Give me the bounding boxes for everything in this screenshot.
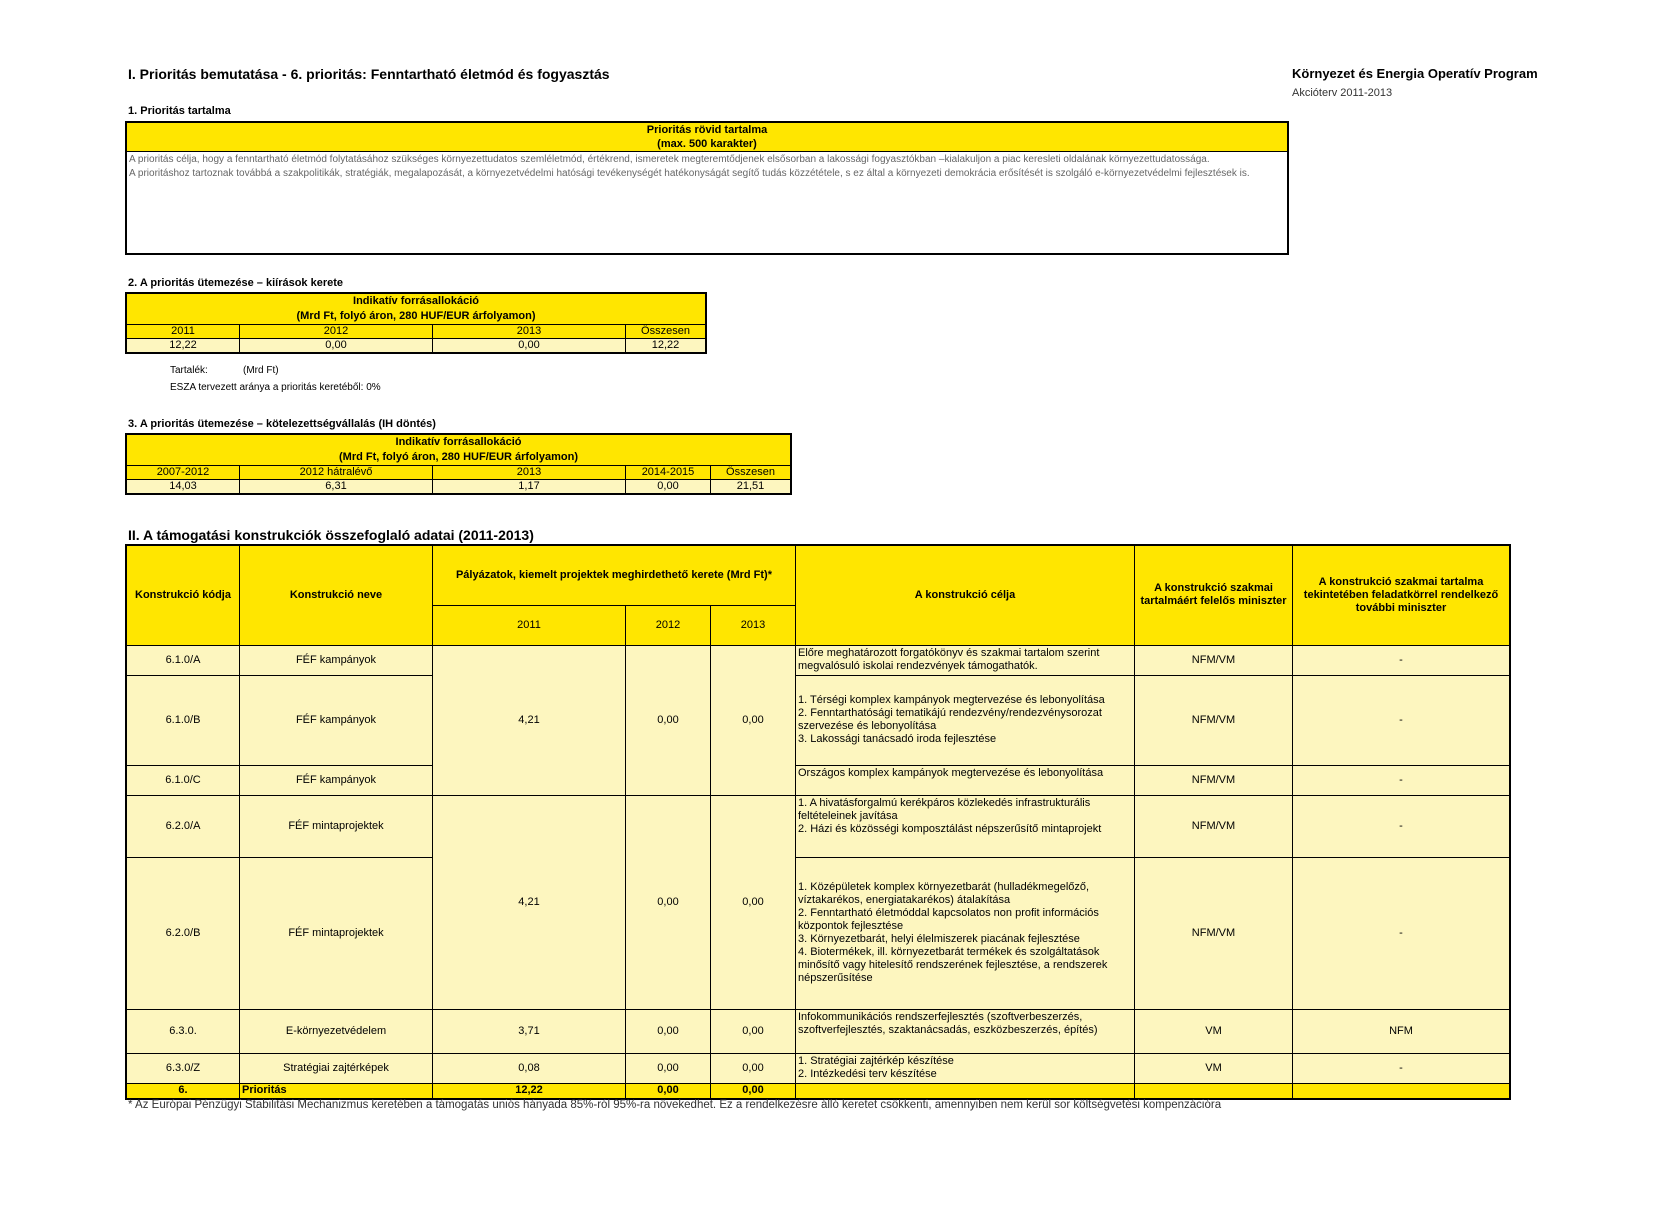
row-other-minister: -	[1293, 1053, 1511, 1083]
table-row	[126, 1053, 1510, 1083]
total-y2012: 0,00	[626, 1083, 711, 1099]
priority-content-para1: A prioritás célja, hogy a fenntartható életmód folytatásához szükséges környezettudatos szemléletmód, értékrend, ismeretek megteremtődjenek elsősorban a lakossági fogyasztókban –kialakuljon a piac keresleti oldalának környezettudatossága.	[129, 154, 1210, 165]
total-name: Prioritás	[240, 1083, 433, 1099]
row-code: 6.1.0/A	[126, 645, 240, 675]
commit-title-cell	[126, 434, 791, 466]
alloc-col-header: 2013	[433, 325, 626, 339]
row-name: FÉF kampányok	[240, 765, 433, 795]
group2-y2011: 4,21	[433, 795, 626, 1009]
th-year: 2012	[626, 605, 711, 645]
row-goal: Országos komplex kampányok megtervezése és lebonyolítása	[796, 765, 1135, 795]
row-name: FÉF mintaprojektek	[240, 857, 433, 1009]
priority-content-header	[127, 123, 1287, 152]
row-goal: 1. A hivatásforgalmú kerékpáros közlekedés infrastrukturális feltételeinek javítása 2. Házi és közösségi komposztálást népszerűsítő mintaprojekt	[796, 795, 1135, 857]
th-frame: Pályázatok, kiemelt projektek meghirdethető kerete (Mrd Ft)*	[433, 545, 796, 605]
priority-content-para2: A prioritáshoz tartoznak továbbá a szakpolitikák, stratégiák, megalapozását, a környezetvédelmi hatósági tevékenységét hatékonyságát segítő tudás közzététele, s ez által a környezeti demokrácia erősítését is szolgáló e-környezetvédelmi fejlesztések is.	[129, 168, 1250, 179]
row-code: 6.2.0/B	[126, 857, 240, 1009]
row-y2011: 3,71	[433, 1009, 626, 1053]
table-row	[126, 795, 1510, 857]
row-y2012: 0,00	[626, 1053, 711, 1083]
priority-content-title: Prioritás rövid tartalma	[646, 124, 768, 136]
group1-y2011: 4,21	[433, 645, 626, 795]
reserve-unit: (Mrd Ft)	[243, 365, 279, 376]
table-row	[126, 765, 1510, 795]
constructions-table	[125, 544, 1511, 1100]
commit-col-header: Összesen	[711, 466, 792, 480]
row-other-minister: NFM	[1293, 1009, 1511, 1053]
section2-heading: 2. A prioritás ütemezése – kiírások kerete	[128, 277, 344, 289]
page-title: I. Prioritás bemutatása - 6. prioritás: Fenntartható életmód és fogyasztás	[128, 66, 610, 82]
row-code: 6.1.0/C	[126, 765, 240, 795]
row-minister: NFM/VM	[1135, 645, 1293, 675]
row-minister: VM	[1135, 1053, 1293, 1083]
row-other-minister: -	[1293, 675, 1511, 765]
footnote: * Az Európai Pénzügyi Stabilitási Mechanizmus keretében a támogatás uniós hányada 85%-ról 95%-ra növekedhet. Ez a rendelkezésre álló keretet csökkenti, amennyiben nem kerül sor költségvetési kompenzációra	[128, 1099, 1222, 1111]
row-code: 6.1.0/B	[126, 675, 240, 765]
row-other-minister: -	[1293, 795, 1511, 857]
alloc-title: Indikatív forrásallokáció	[353, 295, 479, 307]
row-code: 6.3.0/Z	[126, 1053, 240, 1083]
esza-ratio: ESZA tervezett aránya a prioritás keretéből: 0%	[170, 382, 381, 393]
commit-col-header: 2007-2012	[126, 466, 240, 480]
group1-y2013: 0,00	[711, 645, 796, 795]
th-other-minister: A konstrukció szakmai tartalma tekintetében feladatkörrel rendelkező további miniszter	[1293, 545, 1511, 645]
alloc-value: 12,22	[126, 339, 240, 354]
row-goal: 1. Középületek komplex környezetbarát (hulladékmegelőző, víztakarékos, energiatakarékos) átalakítása 2. Fenntartható életmóddal kapcsolatos non profit információs központok fejlesztése 3. Környezetbarát, helyi élelmiszerek piacának fejlesztése 4. Biotermékek, ill. környezetbarát termékek és szolgáltatások minősítő vagy hitelesítő rendszerének fejlesztése, a rendszerek népszerűsítése	[796, 857, 1135, 1009]
row-minister: NFM/VM	[1135, 857, 1293, 1009]
th-year: 2011	[433, 605, 626, 645]
row-y2011: 0,08	[433, 1053, 626, 1083]
row-name: FÉF kampányok	[240, 645, 433, 675]
alloc-col-header: 2012	[240, 325, 433, 339]
total-y2011: 12,22	[433, 1083, 626, 1099]
priority-content-body	[127, 152, 1287, 182]
total-row	[126, 1083, 1510, 1099]
alloc-subtitle: (Mrd Ft, folyó áron, 280 HUF/EUR árfolyamon)	[296, 310, 536, 322]
row-minister: VM	[1135, 1009, 1293, 1053]
th-year: 2013	[711, 605, 796, 645]
total-other-minister-empty	[1293, 1083, 1511, 1099]
commit-col-header: 2014-2015	[626, 466, 711, 480]
section3-heading: 3. A prioritás ütemezése – kötelezettségvállalás (IH döntés)	[128, 418, 436, 430]
commit-col-header: 2013	[433, 466, 626, 480]
commit-title: Indikatív forrásallokáció	[395, 436, 522, 448]
th-code: Konstrukció kódja	[126, 545, 240, 645]
section1-heading: 1. Prioritás tartalma	[128, 105, 231, 117]
row-name: FÉF kampányok	[240, 675, 433, 765]
alloc-value: 0,00	[433, 339, 626, 354]
reserve-label: Tartalék:	[170, 365, 208, 376]
th-goal: A konstrukció célja	[796, 545, 1135, 645]
row-code: 6.2.0/A	[126, 795, 240, 857]
action-plan-label: Akcióterv 2011-2013	[1292, 87, 1393, 99]
table-row	[126, 857, 1510, 1009]
th-name: Konstrukció neve	[240, 545, 433, 645]
row-other-minister: -	[1293, 765, 1511, 795]
row-name: FÉF mintaprojektek	[240, 795, 433, 857]
group2-y2013: 0,00	[711, 795, 796, 1009]
tender-allocation-table	[125, 292, 707, 354]
section4-heading: II. A támogatási konstrukciók összefoglaló adatai (2011-2013)	[128, 527, 534, 543]
total-minister-empty	[1135, 1083, 1293, 1099]
row-goal: 1. Térségi komplex kampányok megtervezése és lebonyolítása 2. Fenntarthatósági tematikájú rendezvény/rendezvénysorozat szervezése és lebonyolítása 3. Lakossági tanácsadó iroda fejlesztése	[796, 675, 1135, 765]
row-name: E-környezetvédelem	[240, 1009, 433, 1053]
alloc-value: 0,00	[240, 339, 433, 354]
alloc-col-header: Összesen	[626, 325, 707, 339]
commit-value: 1,17	[433, 480, 626, 495]
commitment-allocation-table	[125, 433, 792, 495]
row-y2012: 0,00	[626, 1009, 711, 1053]
row-minister: NFM/VM	[1135, 795, 1293, 857]
row-code: 6.3.0.	[126, 1009, 240, 1053]
total-code: 6.	[126, 1083, 240, 1099]
alloc-title-cell	[126, 293, 706, 325]
commit-value: 21,51	[711, 480, 792, 495]
row-other-minister: -	[1293, 857, 1511, 1009]
group2-y2012: 0,00	[626, 795, 711, 1009]
program-title: Környezet és Energia Operatív Program	[1292, 66, 1538, 81]
row-goal: Előre meghatározott forgatókönyv és szakmai tartalom szerint megvalósuló iskolai rendezvények támogathatók.	[796, 645, 1135, 675]
row-y2013: 0,00	[711, 1009, 796, 1053]
priority-content-box	[125, 121, 1289, 255]
commit-subtitle: (Mrd Ft, folyó áron, 280 HUF/EUR árfolyamon)	[339, 451, 578, 463]
commit-col-header: 2012 hátralévő	[240, 466, 433, 480]
row-minister: NFM/VM	[1135, 765, 1293, 795]
commit-value: 0,00	[626, 480, 711, 495]
total-y2013: 0,00	[711, 1083, 796, 1099]
group1-y2012: 0,00	[626, 645, 711, 795]
th-minister: A konstrukció szakmai tartalmáért felelős miniszter	[1135, 545, 1293, 645]
alloc-col-header: 2011	[126, 325, 240, 339]
table-row	[126, 675, 1510, 765]
total-goal-empty	[796, 1083, 1135, 1099]
row-other-minister: -	[1293, 645, 1511, 675]
row-y2013: 0,00	[711, 1053, 796, 1083]
row-name: Stratégiai zajtérképek	[240, 1053, 433, 1083]
table-row	[126, 645, 1510, 675]
commit-value: 6,31	[240, 480, 433, 495]
row-goal: 1. Stratégiai zajtérkép készítése 2. Intézkedési terv készítése	[796, 1053, 1135, 1083]
priority-content-limit: (max. 500 karakter)	[657, 138, 757, 150]
commit-value: 14,03	[126, 480, 240, 495]
alloc-value: 12,22	[626, 339, 707, 354]
row-minister: NFM/VM	[1135, 675, 1293, 765]
table-row	[126, 1009, 1510, 1053]
row-goal: Infokommunikációs rendszerfejlesztés (szoftverbeszerzés, szoftverfejlesztés, szaktanácsadás, eszközbeszerzés, építés)	[796, 1009, 1135, 1053]
